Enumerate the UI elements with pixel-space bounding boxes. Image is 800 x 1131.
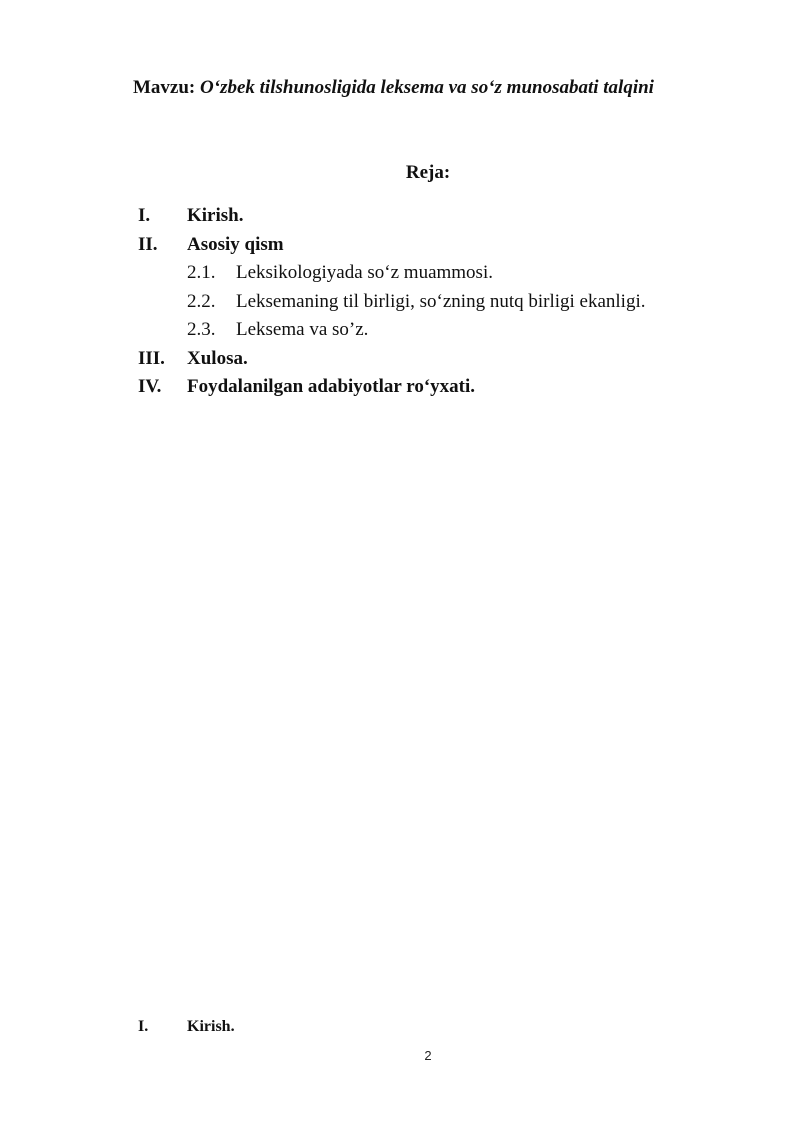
outline-number: II. bbox=[138, 233, 158, 255]
outline-number: IV. bbox=[138, 376, 162, 397]
outline-number: III. bbox=[138, 347, 165, 369]
subitem-text: Leksema va so’z. bbox=[236, 319, 369, 340]
section-number: I. bbox=[138, 1018, 149, 1035]
topic-label: Mavzu: bbox=[133, 77, 196, 98]
outline-text: Asosiy qism bbox=[187, 233, 284, 255]
outline-item-introduction bbox=[138, 202, 646, 231]
plan-outline bbox=[138, 202, 646, 402]
outline-item-main-part bbox=[138, 231, 646, 260]
outline-item-conclusion bbox=[138, 345, 646, 374]
topic-line bbox=[133, 76, 654, 100]
subitem-number: 2.3. bbox=[187, 319, 216, 340]
outline-text: Kirish. bbox=[187, 205, 244, 226]
subitem-text: Leksemaning til birligi, so‘zning nutq birligi ekanligi. bbox=[236, 290, 646, 312]
subitem-text: Leksikologiyada so‘z muammosi. bbox=[236, 262, 493, 283]
topic-title: O‘zbek tilshunosligida leksema va so‘z munosabati talqini bbox=[200, 77, 654, 98]
outline-text: Foydalanilgan adabiyotlar ro‘yxati. bbox=[187, 376, 476, 397]
section-title: Kirish. bbox=[187, 1018, 235, 1035]
outline-subitem bbox=[138, 288, 646, 317]
outline-number: I. bbox=[138, 205, 151, 226]
outline-item-references bbox=[138, 373, 646, 402]
page-number: 2 bbox=[424, 1048, 432, 1063]
outline-subitem bbox=[138, 259, 646, 288]
outline-subitem bbox=[138, 316, 646, 345]
subitem-number: 2.1. bbox=[187, 262, 216, 283]
section-heading bbox=[138, 1017, 235, 1037]
subitem-number: 2.2. bbox=[187, 290, 216, 312]
plan-heading: Reja: bbox=[405, 162, 451, 183]
outline-text: Xulosa. bbox=[187, 347, 248, 369]
